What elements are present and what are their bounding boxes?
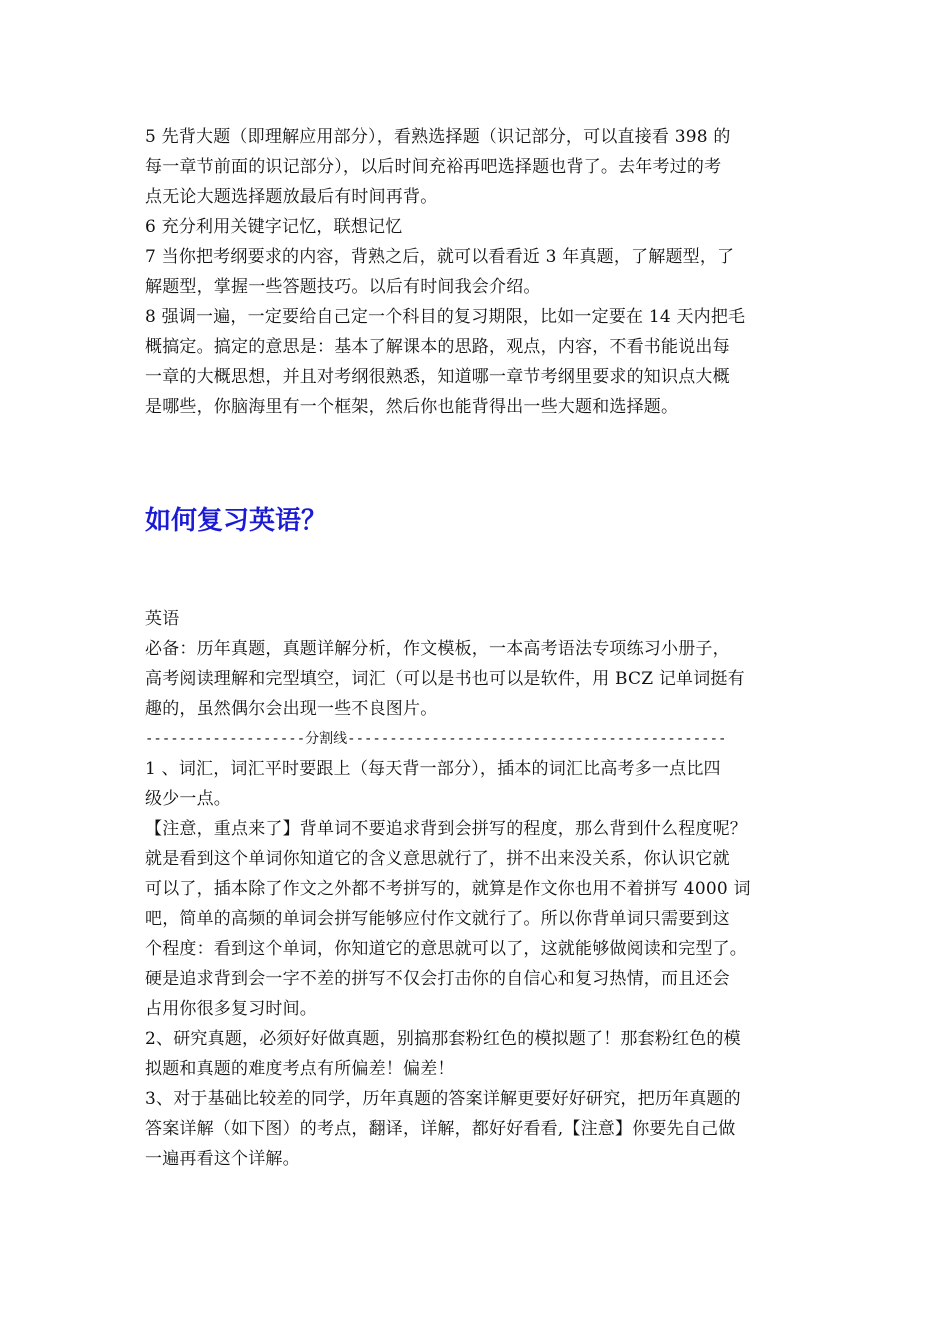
paragraph-line: 解题型，掌握一些答题技巧。以后有时间我会介绍。 — [145, 277, 541, 297]
paragraph-line: 概搞定。搞定的意思是：基本了解课本的思路，观点，内容，不看书能说出每 — [145, 337, 730, 357]
paragraph-line: 拟题和真题的难度考点有所偏差！偏差！ — [145, 1059, 455, 1079]
paragraph-line: 个程度：看到这个单词，你知道它的意思就可以了，这就能够做阅读和完型了。 — [145, 939, 747, 959]
paragraph-line: 2、研究真题，必须好好做真题，别搞那套粉红色的模拟题了！那套粉红色的模 — [145, 1029, 741, 1049]
paragraph-line: 占用你很多复习时间。 — [145, 999, 317, 1019]
paragraph-line: 硬是追求背到会一字不差的拼写不仅会打击你的自信心和复习热情，而且还会 — [145, 969, 730, 989]
paragraph-line: 5 先背大题（即理解应用部分），看熟选择题（识记部分，可以直接看 398 的 — [145, 127, 731, 147]
paragraph-line: 【注意，重点来了】背单词不要追求背到会拼写的程度，那么背到什么程度呢？ — [145, 819, 747, 839]
paragraph-line: 每一章节前面的识记部分），以后时间充裕再吧选择题也背了。去年考过的考 — [145, 157, 722, 177]
english-section — [145, 604, 825, 1174]
section-heading: 如何复习英语？ — [145, 506, 328, 536]
paragraph-line: 级少一点。 — [145, 789, 231, 809]
paragraph-line: 必备：历年真题，真题详解分析，作文模板，一本高考语法专项练习小册子， — [145, 639, 730, 659]
paragraph-line: 一遍再看这个详解。 — [145, 1149, 300, 1169]
paragraph-line: 8 强调一遍，一定要给自己定一个科目的复习期限，比如一定要在 14 天内把毛 — [145, 307, 746, 327]
paragraph-line: 1 、词汇，词汇平时要跟上（每天背一部分），插本的词汇比高考多一点比四 — [145, 759, 721, 779]
top-section — [145, 122, 825, 422]
paragraph-line: 点无论大题选择题放最后有时间再背。 — [145, 187, 438, 207]
paragraph-line: 一章的大概思想，并且对考纲很熟悉，知道哪一章节考纲里要求的知识点大概 — [145, 367, 730, 387]
paragraph-line: 可以了，插本除了作文之外都不考拼写的，就算是作文你也用不着拼写 4000 词 — [145, 879, 751, 899]
paragraph-line: 答案详解（如下图）的考点，翻译，详解，都好好看看,【注意】你要先自己做 — [145, 1119, 736, 1139]
paragraph-line: 高考阅读理解和完型填空，词汇（可以是书也可以是软件，用 BCZ 记单词挺有 — [145, 669, 745, 689]
paragraph-line: 就是看到这个单词你知道它的含义意思就行了，拼不出来没关系，你认识它就 — [145, 849, 730, 869]
paragraph-line: 趣的，虽然偶尔会出现一些不良图片。 — [145, 699, 438, 719]
paragraph-line: 是哪些，你脑海里有一个框架，然后你也能背得出一些大题和选择题。 — [145, 397, 679, 417]
paragraph-line: 6 充分利用关键字记忆，联想记忆 — [145, 217, 403, 237]
paragraph-line: 7 当你把考纲要求的内容，背熟之后，就可以看看近 3 年真题，了解题型，了 — [145, 247, 735, 267]
paragraph-line: 英语 — [145, 609, 180, 629]
paragraph-line: 3、对于基础比较差的同学，历年真题的答案详解更要好好研究，把历年真题的 — [145, 1089, 741, 1109]
paragraph-line: 吧，简单的高频的单词会拼写能够应付作文就行了。所以你背单词只需要到这 — [145, 909, 730, 929]
divider-line: -------------------分割线--------------------------------------------- — [145, 731, 727, 747]
